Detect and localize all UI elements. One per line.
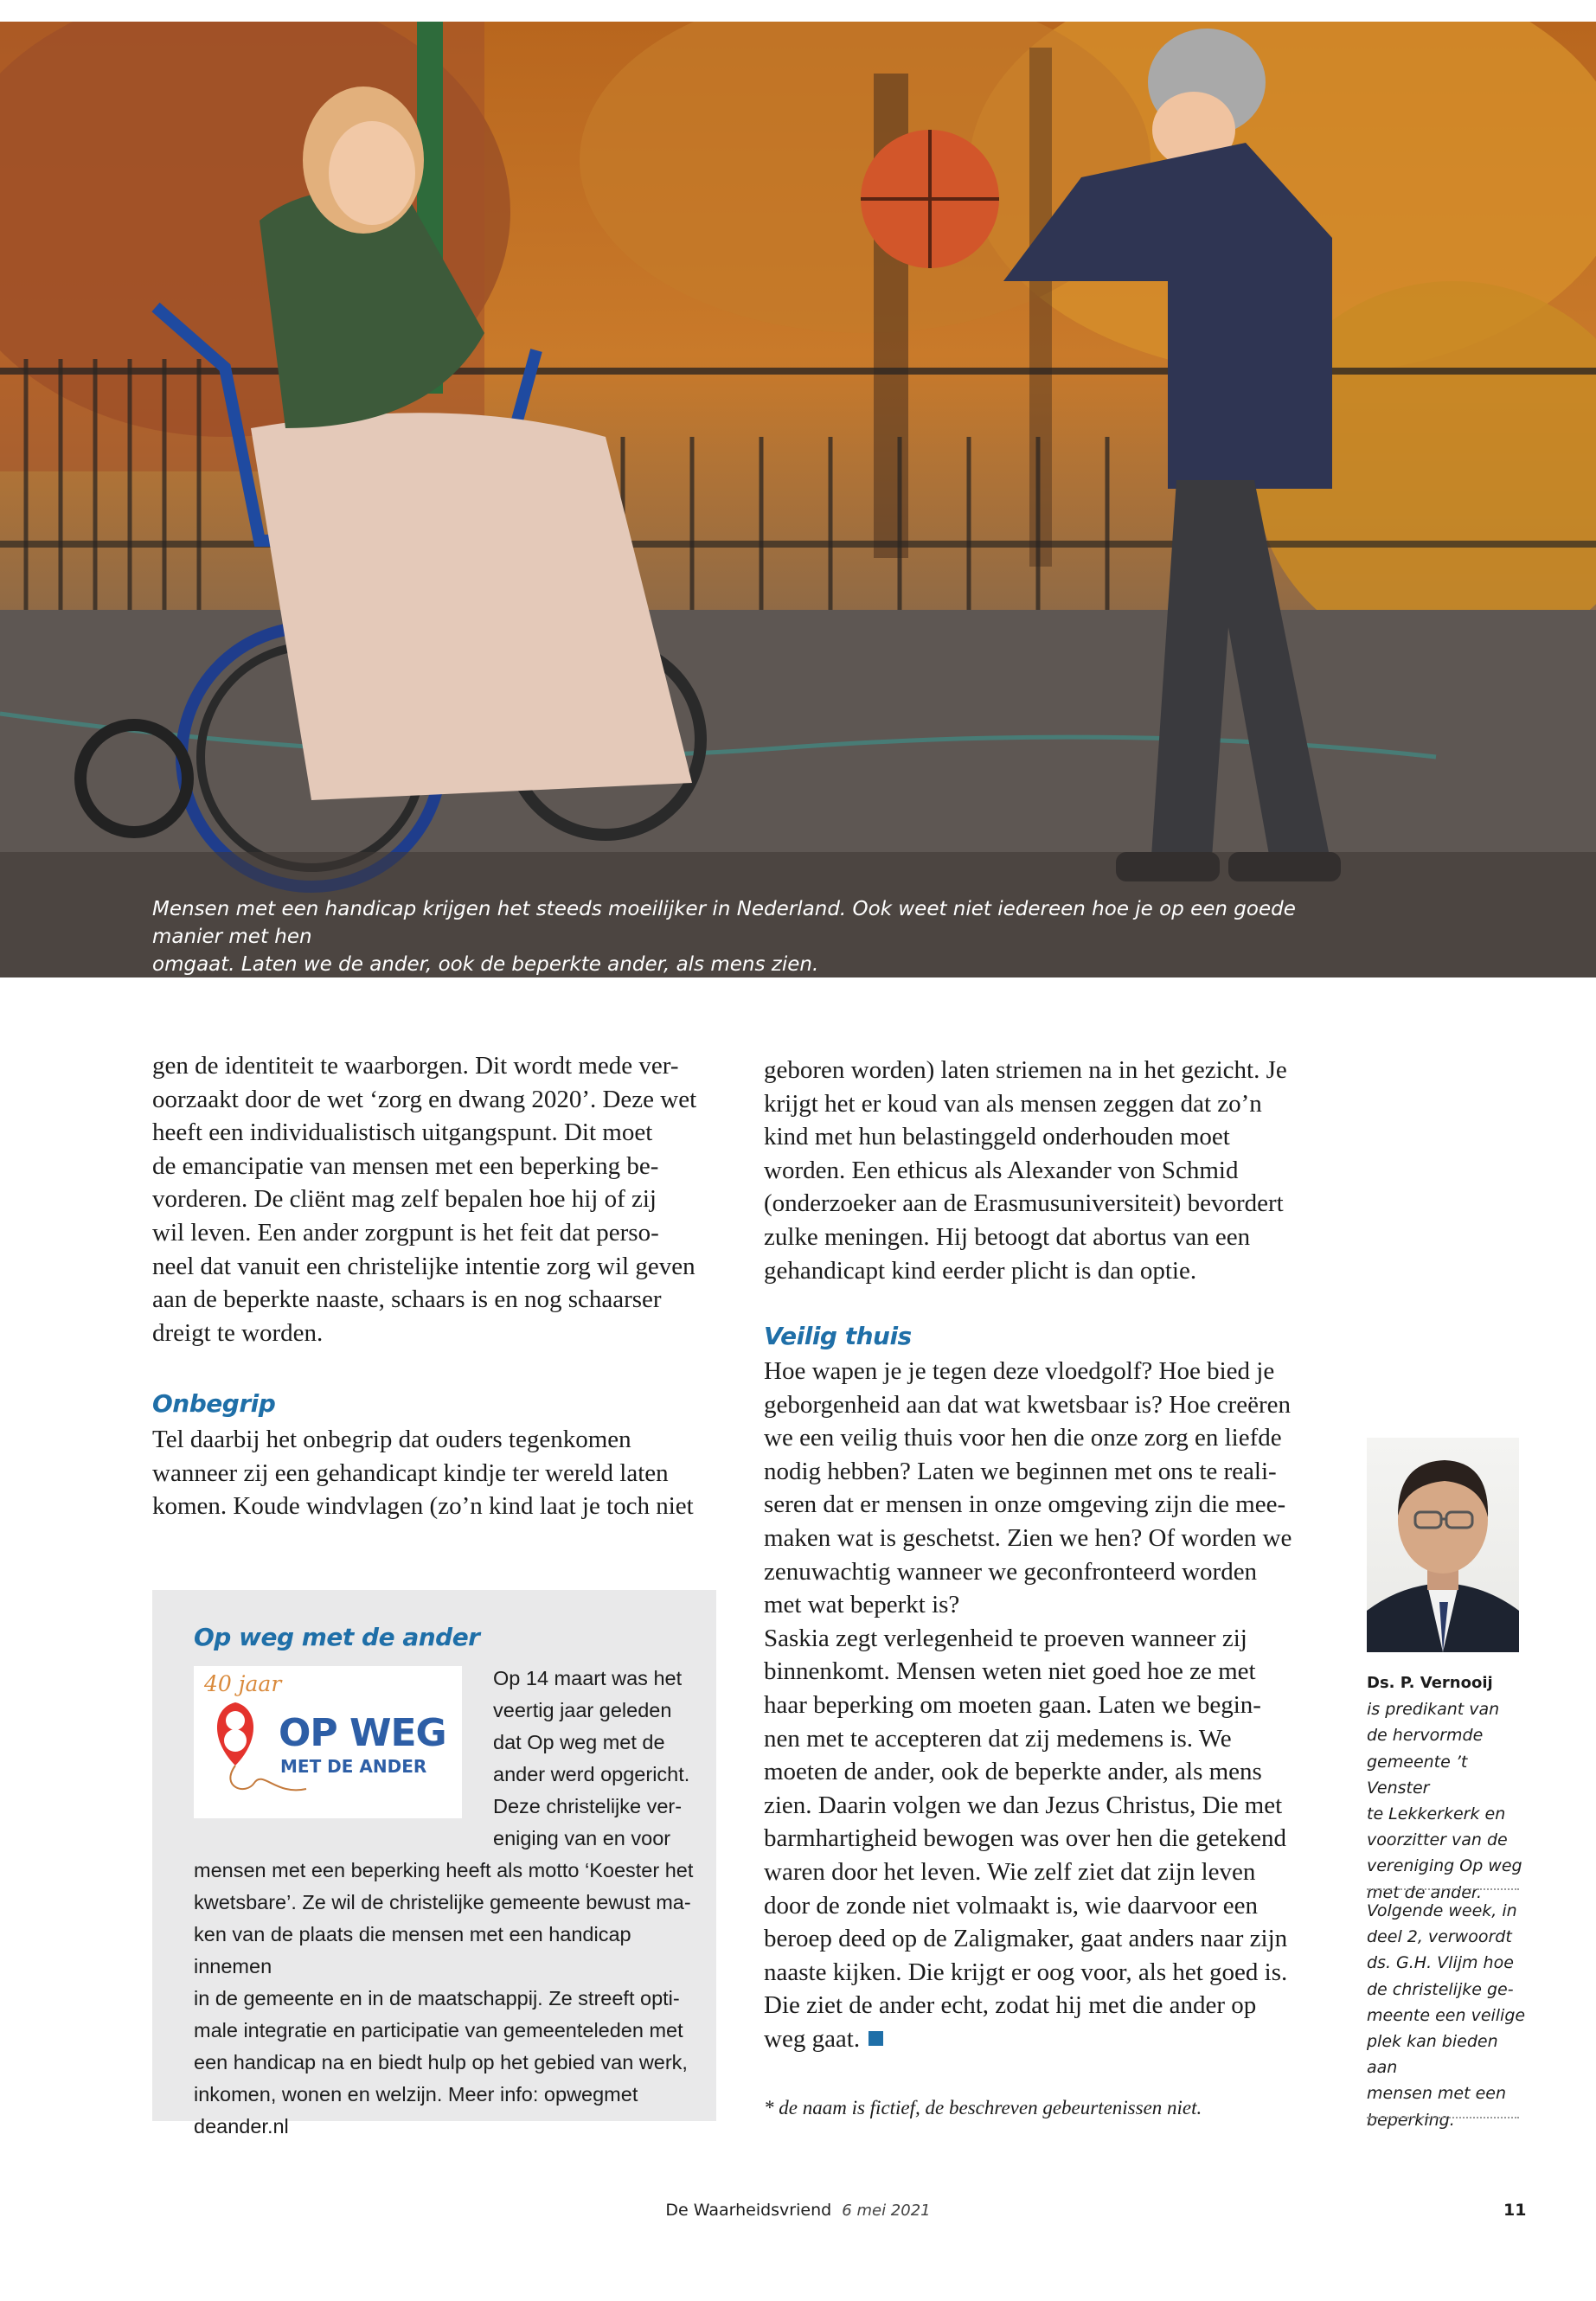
left-column-paragraph-1 bbox=[152, 1049, 723, 1349]
text-line: door de zonde niet volmaakt is, wie daarvoor een bbox=[764, 1891, 1258, 1920]
text-line: meente een veilige bbox=[1367, 2005, 1526, 2025]
text-line: neel dat vanuit een christelijke intentie zorg wil geven bbox=[152, 1252, 695, 1280]
text-line: moeten de ander, ook de beperkte ander, als mens bbox=[764, 1758, 1262, 1786]
caption-line-1: Mensen met een handicap krijgen het steeds moeilijker in Nederland. Ook weet niet iedereen hoe je op een goede manier met hen bbox=[152, 898, 1296, 948]
footer-publication bbox=[0, 2201, 1596, 2220]
op-weg-logo bbox=[194, 1666, 462, 1818]
text-line: deander.nl bbox=[194, 2115, 289, 2138]
text-line: zien. Daarin volgen we dan Jezus Christus, Die met bbox=[764, 1791, 1283, 1819]
text-line: weg gaat. bbox=[764, 2024, 861, 2053]
text-line: veertig jaar geleden bbox=[493, 1699, 672, 1721]
text-line: te Lekkerkerk en bbox=[1367, 1804, 1506, 1824]
text-line: kind met hun belastinggeld onderhouden moet bbox=[764, 1123, 1230, 1151]
text-line: de christelijke ge- bbox=[1367, 1979, 1514, 1999]
text-line: ds. G.H. Vlijm hoe bbox=[1367, 1953, 1514, 1973]
text-line: nodig hebben? Laten we beginnen met ons te reali- bbox=[764, 1457, 1277, 1485]
text-line: Volgende week, in bbox=[1367, 1901, 1517, 1920]
text-line: Hoe wapen je je tegen deze vloedgolf? Hoe bied je bbox=[764, 1357, 1275, 1385]
divider bbox=[1367, 1888, 1519, 1890]
hero-caption bbox=[152, 895, 1363, 977]
text-line: heeft een individualistisch uitgangspunt. Dit moet bbox=[152, 1118, 653, 1147]
text-line: ken van de plaats die mensen met een handicap innemen bbox=[194, 1923, 631, 1977]
text-line: beperking. bbox=[1367, 2110, 1455, 2130]
hero-photo bbox=[0, 22, 1596, 977]
text-line: waren door het leven. Wie zelf ziet dat zijn leven bbox=[764, 1857, 1256, 1886]
right-column-paragraph-1 bbox=[764, 1054, 1352, 1287]
info-box-title: Op weg met de ander bbox=[194, 1623, 480, 1651]
divider bbox=[1367, 2117, 1519, 2118]
text-line: Saskia zegt verlegenheid te proeven wanneer zij bbox=[764, 1624, 1247, 1652]
author-bio bbox=[1367, 1670, 1527, 1906]
text-line: Die ziet de ander echt, zodat hij met die ander op bbox=[764, 1991, 1257, 2020]
text-line: zenuwachtig wanneer we geconfronteerd worden bbox=[764, 1557, 1258, 1586]
left-column-paragraph-2 bbox=[152, 1423, 723, 1523]
text-line: komen. Koude windvlagen (zo’n kind laat je toch niet bbox=[152, 1492, 694, 1521]
logo-line-2: MET DE ANDER bbox=[280, 1756, 427, 1777]
logo-badge: 40 jaar bbox=[204, 1671, 282, 1696]
text-line: beroep deed op de Zaligmaker, gaat anders naar zijn bbox=[764, 1925, 1288, 1953]
author-portrait-illustration bbox=[1367, 1438, 1519, 1652]
footnote: * de naam is fictief, de beschreven gebeurtenissen niet. bbox=[764, 2097, 1202, 2118]
info-box-op-weg bbox=[152, 1590, 716, 2138]
text-line: eniging van en voor bbox=[493, 1827, 671, 1849]
text-line: geborgenheid aan dat wat kwetsbaar is? Hoe creëren bbox=[764, 1390, 1291, 1419]
text-line: male integratie en participatie van gemeenteleden met bbox=[194, 2019, 683, 2041]
text-line: gehandicapt kind eerder plicht is dan optie. bbox=[764, 1256, 1197, 1285]
info-box-text-full bbox=[194, 1855, 704, 2143]
text-line: dat Op weg met de bbox=[493, 1731, 665, 1753]
text-line: voorzitter van de bbox=[1367, 1830, 1508, 1850]
text-line: met wat beperkt is? bbox=[764, 1591, 960, 1619]
publication-name: De Waarheidsvriend bbox=[665, 2201, 832, 2220]
text-line: binnenkomt. Mensen weten niet goed hoe ze met bbox=[764, 1657, 1256, 1686]
subhead-veilig-thuis: Veilig thuis bbox=[764, 1322, 912, 1350]
hero-photo-illustration bbox=[0, 22, 1596, 977]
right-column-paragraph-2 bbox=[764, 1355, 1352, 2055]
text-line: we een veilig thuis voor hen die onze zorg en liefde bbox=[764, 1424, 1282, 1452]
text-line: met de ander. bbox=[1367, 1882, 1483, 1902]
text-line: worden. Een ethicus als Alexander von Schmid bbox=[764, 1156, 1239, 1184]
text-line: Tel daarbij het onbegrip dat ouders tegenkomen bbox=[152, 1426, 631, 1453]
text-line: een handicap na en biedt hulp op het gebied van werk, bbox=[194, 2051, 688, 2073]
text-line: mensen met een beperking heeft als motto ‘Koester het bbox=[194, 1859, 694, 1881]
subhead-onbegrip: Onbegrip bbox=[152, 1389, 276, 1418]
logo-line-1: OP WEG bbox=[279, 1711, 446, 1755]
author-name: Ds. P. Vernooij bbox=[1367, 1674, 1493, 1692]
text-line: wanneer zij een gehandicapt kindje ter wereld laten bbox=[152, 1458, 669, 1487]
text-line: de hervormde bbox=[1367, 1726, 1484, 1746]
info-box-text-beside-logo bbox=[493, 1663, 701, 1855]
next-week-note bbox=[1367, 1898, 1527, 2133]
text-line: gen de identiteit te waarborgen. Dit wordt mede ver- bbox=[152, 1052, 679, 1080]
text-line: seren dat er mensen in onze omgeving zijn die mee- bbox=[764, 1490, 1286, 1519]
text-line: aan de beperkte naaste, schaars is en nog schaarser bbox=[152, 1285, 662, 1314]
text-line: wil leven. Een ander zorgpunt is het feit dat perso- bbox=[152, 1218, 659, 1247]
text-line: naaste kijken. Die krijgt er oog voor, als het goed is. bbox=[764, 1958, 1288, 1986]
text-line: plek kan bieden aan bbox=[1367, 2032, 1498, 2078]
text-line: Deze christelijke ver- bbox=[493, 1795, 683, 1817]
text-line: deel 2, verwoordt bbox=[1367, 1927, 1512, 1947]
text-line: gemeente ’t Venster bbox=[1367, 1752, 1468, 1798]
text-line: de emancipatie van mensen met een beperking be- bbox=[152, 1151, 659, 1180]
text-line: vereniging Op weg bbox=[1367, 1856, 1522, 1876]
page-number: 11 bbox=[1503, 2201, 1527, 2220]
text-line: geboren worden) laten striemen na in het gezicht. Je bbox=[764, 1056, 1287, 1084]
text-line: inkomen, wonen en welzijn. Meer info: opwegmet bbox=[194, 2083, 638, 2106]
caption-line-2: omgaat. Laten we de ander, ook de beperkte ander, als mens zien. bbox=[152, 953, 819, 976]
article-end-square-icon bbox=[869, 2031, 883, 2046]
text-line: dreigt te worden. bbox=[152, 1318, 324, 1347]
text-line: kwetsbare’. Ze wil de christelijke gemeente bewust ma- bbox=[194, 1891, 691, 1913]
text-line: Op 14 maart was het bbox=[493, 1667, 683, 1689]
text-line: maken wat is geschetst. Zien we hen? Of worden we bbox=[764, 1523, 1292, 1552]
text-line: (onderzoeker aan de Erasmusuniversiteit) bevordert bbox=[764, 1189, 1284, 1218]
publication-date: 6 mei 2021 bbox=[842, 2202, 931, 2220]
text-line: in de gemeente en in de maatschappij. Ze streeft opti- bbox=[194, 1987, 680, 2009]
text-line: vorderen. De cliënt mag zelf bepalen hoe hij of zij bbox=[152, 1185, 657, 1214]
text-line: zulke meningen. Hij betoogt dat abortus van een bbox=[764, 1222, 1251, 1251]
text-line: barmhartigheid bewogen was over hen die getekend bbox=[764, 1824, 1286, 1853]
text-line: haar beperking om moeten gaan. Laten we begin- bbox=[764, 1690, 1261, 1719]
text-line: is predikant van bbox=[1367, 1700, 1500, 1720]
text-line: oorzaakt door de wet ‘zorg en dwang 2020’. Deze wet bbox=[152, 1085, 697, 1113]
text-line: ander werd opgericht. bbox=[493, 1763, 690, 1785]
author-portrait-photo bbox=[1367, 1438, 1519, 1652]
text-line: nen met te accepteren dat zij medemens is. We bbox=[764, 1724, 1232, 1753]
text-line: krijgt het er koud van als mensen zeggen dat zo’n bbox=[764, 1089, 1262, 1118]
text-line: mensen met een bbox=[1367, 2084, 1507, 2104]
